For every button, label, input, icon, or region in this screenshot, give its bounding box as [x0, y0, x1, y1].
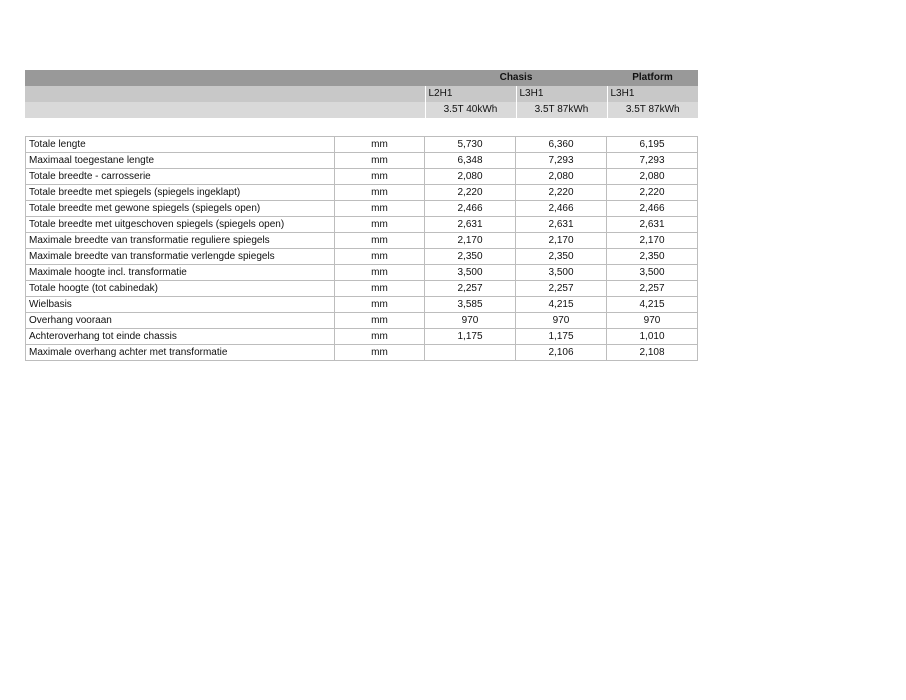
row-value: 2,220	[425, 185, 516, 201]
row-unit: mm	[335, 345, 425, 361]
row-value: 2,220	[607, 185, 698, 201]
row-label: Maximale hoogte incl. transformatie	[26, 265, 335, 281]
group-chassis: Chasis	[425, 70, 607, 86]
row-value: 2,466	[516, 201, 607, 217]
header-battery-row	[25, 102, 698, 118]
row-value: 2,080	[516, 169, 607, 185]
model-header: L3H1	[607, 86, 698, 102]
row-value: 2,220	[516, 185, 607, 201]
table-row	[26, 297, 698, 313]
header-model-row	[25, 86, 698, 102]
spec-header	[25, 70, 698, 118]
row-unit: mm	[335, 185, 425, 201]
row-unit: mm	[335, 233, 425, 249]
table-row	[26, 329, 698, 345]
row-value: 2,170	[516, 233, 607, 249]
battery-header: 3.5T 87kWh	[516, 102, 607, 118]
spec-table	[25, 136, 698, 361]
row-label: Totale hoogte (tot cabinedak)	[26, 281, 335, 297]
row-unit: mm	[335, 169, 425, 185]
row-label: Maximaal toegestane lengte	[26, 153, 335, 169]
row-value: 970	[607, 313, 698, 329]
row-label: Maximale overhang achter met transformatie	[26, 345, 335, 361]
row-label: Wielbasis	[26, 297, 335, 313]
table-row	[26, 137, 698, 153]
row-value: 2,257	[607, 281, 698, 297]
row-unit: mm	[335, 217, 425, 233]
row-value: 1,175	[425, 329, 516, 345]
row-label: Overhang vooraan	[26, 313, 335, 329]
row-value: 2,108	[607, 345, 698, 361]
row-label: Totale breedte - carrosserie	[26, 169, 335, 185]
row-label: Maximale breedte van transformatie verlengde spiegels	[26, 249, 335, 265]
group-platform: Platform	[607, 70, 698, 86]
battery-header: 3.5T 40kWh	[425, 102, 516, 118]
table-row	[26, 313, 698, 329]
row-value: 5,730	[425, 137, 516, 153]
row-label: Totale breedte met gewone spiegels (spiegels open)	[26, 201, 335, 217]
row-value: 2,257	[425, 281, 516, 297]
row-value: 2,631	[516, 217, 607, 233]
row-value	[425, 345, 516, 361]
row-value: 3,585	[425, 297, 516, 313]
row-value: 3,500	[516, 265, 607, 281]
row-value: 2,080	[425, 169, 516, 185]
table-row	[26, 281, 698, 297]
row-label: Totale breedte met uitgeschoven spiegels (spiegels open)	[26, 217, 335, 233]
row-value: 7,293	[607, 153, 698, 169]
table-row	[26, 217, 698, 233]
row-unit: mm	[335, 153, 425, 169]
row-value: 6,195	[607, 137, 698, 153]
row-value: 2,631	[425, 217, 516, 233]
row-unit: mm	[335, 137, 425, 153]
row-value: 970	[516, 313, 607, 329]
row-unit: mm	[335, 329, 425, 345]
table-row	[26, 249, 698, 265]
row-value: 2,466	[607, 201, 698, 217]
row-value: 2,350	[425, 249, 516, 265]
row-unit: mm	[335, 201, 425, 217]
row-value: 7,293	[516, 153, 607, 169]
row-value: 1,175	[516, 329, 607, 345]
row-value: 2,466	[425, 201, 516, 217]
row-value: 4,215	[607, 297, 698, 313]
row-value: 3,500	[425, 265, 516, 281]
table-row	[26, 201, 698, 217]
row-unit: mm	[335, 265, 425, 281]
row-value: 6,360	[516, 137, 607, 153]
row-label: Totale breedte met spiegels (spiegels ingeklapt)	[26, 185, 335, 201]
row-value: 3,500	[607, 265, 698, 281]
table-row	[26, 233, 698, 249]
table-row	[26, 345, 698, 361]
header-group-row	[25, 70, 698, 86]
row-value: 2,257	[516, 281, 607, 297]
row-value: 6,348	[425, 153, 516, 169]
row-label: Achteroverhang tot einde chassis	[26, 329, 335, 345]
row-value: 4,215	[516, 297, 607, 313]
row-label: Maximale breedte van transformatie reguliere spiegels	[26, 233, 335, 249]
table-row	[26, 265, 698, 281]
battery-header: 3.5T 87kWh	[607, 102, 698, 118]
row-unit: mm	[335, 281, 425, 297]
row-value: 2,080	[607, 169, 698, 185]
row-value: 2,170	[425, 233, 516, 249]
row-value: 2,170	[607, 233, 698, 249]
row-unit: mm	[335, 249, 425, 265]
table-row	[26, 169, 698, 185]
row-unit: mm	[335, 297, 425, 313]
model-header: L3H1	[516, 86, 607, 102]
row-value: 1,010	[607, 329, 698, 345]
row-value: 2,350	[516, 249, 607, 265]
table-row	[26, 185, 698, 201]
row-value: 2,350	[607, 249, 698, 265]
row-value: 970	[425, 313, 516, 329]
table-row	[26, 153, 698, 169]
model-header: L2H1	[425, 86, 516, 102]
row-label: Totale lengte	[26, 137, 335, 153]
row-unit: mm	[335, 313, 425, 329]
row-value: 2,106	[516, 345, 607, 361]
row-value: 2,631	[607, 217, 698, 233]
